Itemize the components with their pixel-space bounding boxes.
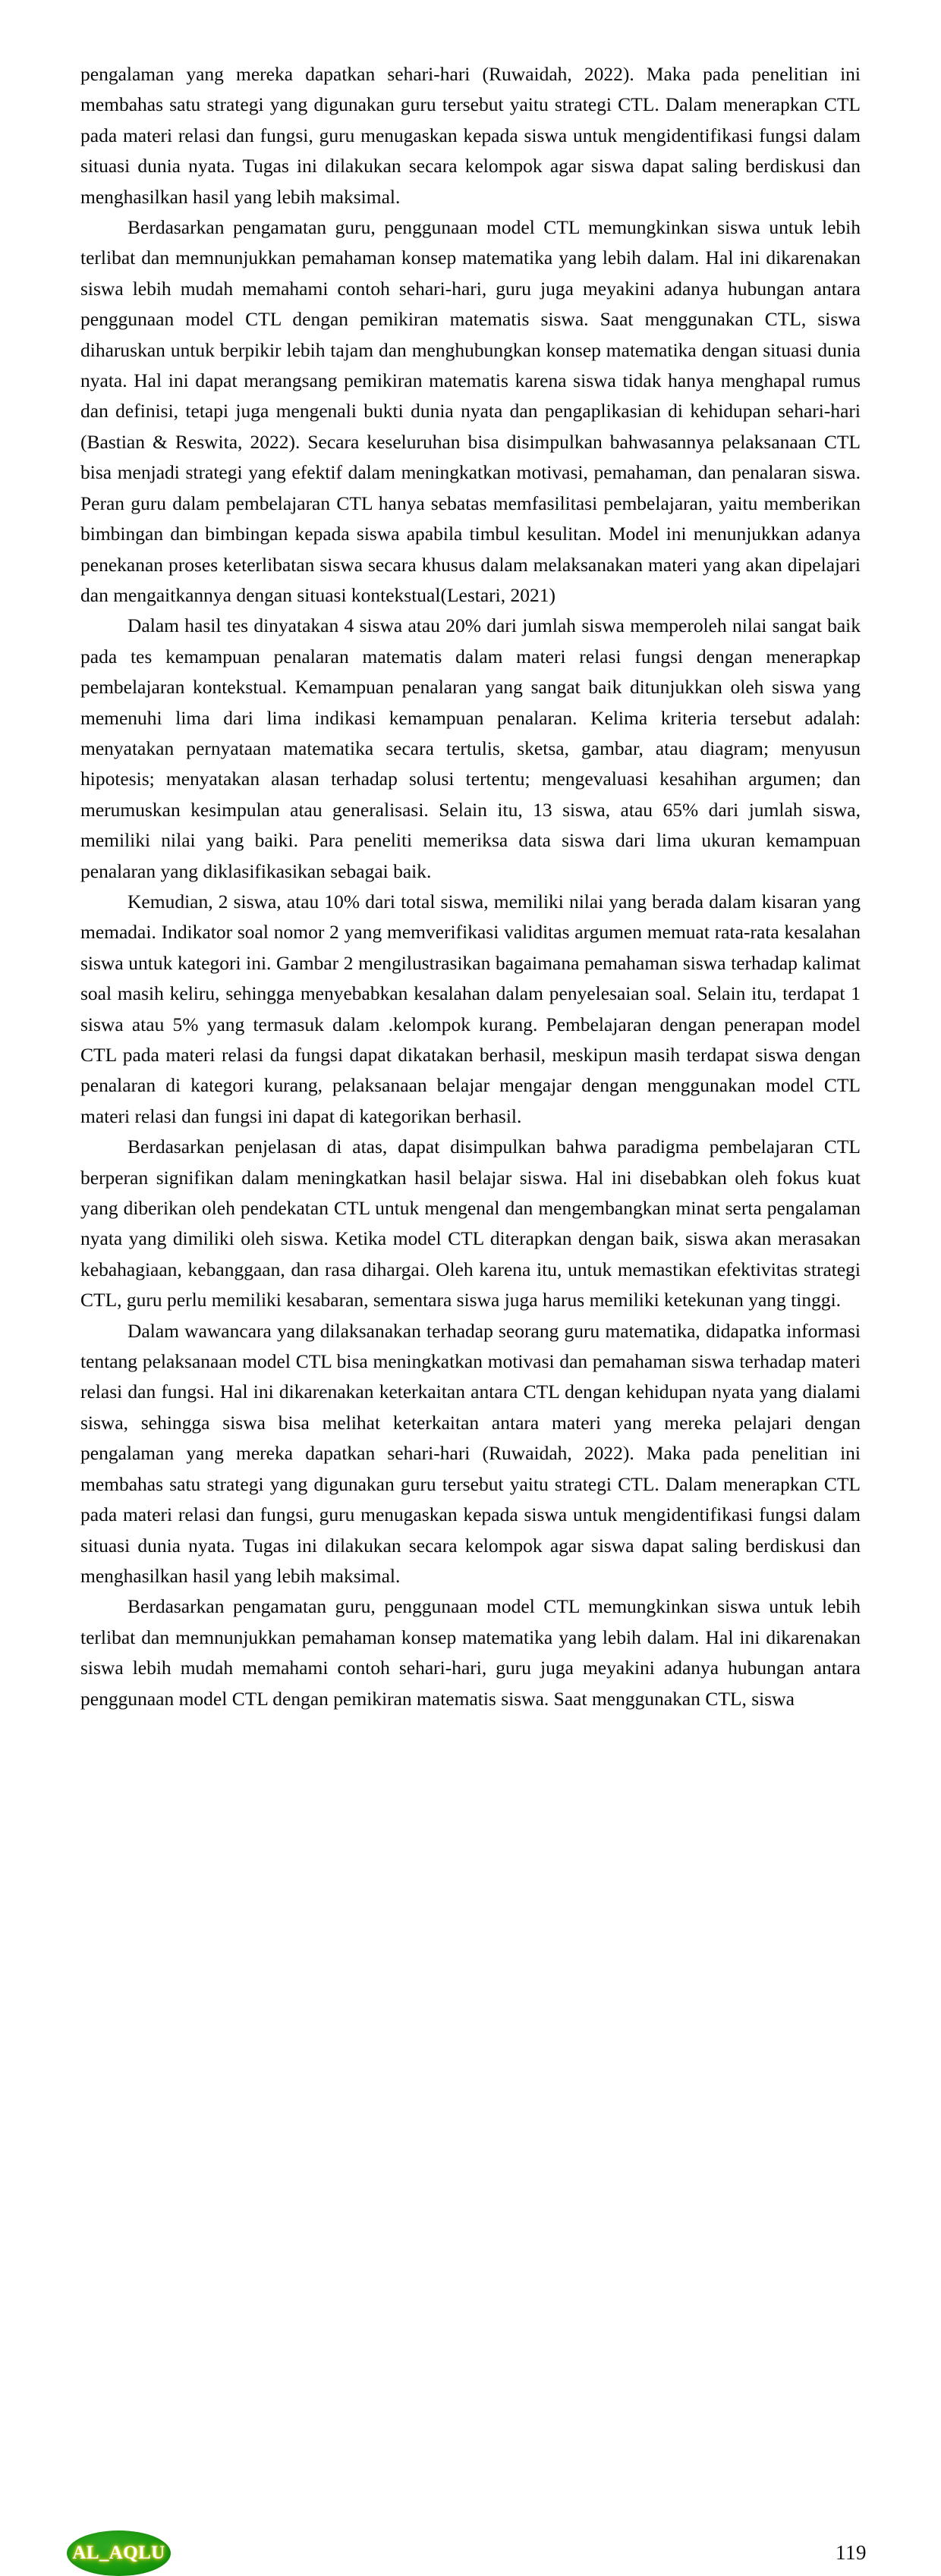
paragraph-6: Dalam wawancara yang dilaksanakan terhadap seorang guru matematika, didapatka informasi tentang pelaksanaan model CTL bisa meningkatkan motivasi dan pemahaman siswa terhadap materi relasi dan fungsi. Hal ini dikarenakan keterkaitan antara CTL dengan kehidupan nyata yang dialami siswa, sehingga siswa bisa melihat keterkaitan antara materi yang mereka pelajari dengan pengalaman yang mereka dapatkan sehari-hari (Ruwaidah, 2022). Maka pada penelitian ini membahas satu strategi yang digunakan guru tersebut yaitu strategi CTL. Dalam menerapkan CTL pada materi relasi dan fungsi, guru menugaskan kepada siswa untuk mengidentifikasi fungsi dalam situasi dunia nyata. Tugas ini dilakukan secara kelompok agar siswa dapat saling berdiskusi dan menghasilkan hasil yang lebih maksimal. [80, 1319, 861, 1587]
paragraph-2: Berdasarkan pengamatan guru, penggunaan model CTL memungkinkan siswa untuk lebih terlibat dan memnunjukkan pemahaman konsep matematika yang lebih dalam. Hal ini dikarenakan siswa lebih mudah memahami contoh sehari-hari, guru juga meyakini adanya hubungan antara penggunaan model CTL dengan pemikiran matematis siswa. Saat menggunakan CTL, siswa diharuskan untuk berpikir lebih tajam dan menghubungkan konsep matematika dengan situasi dunia nyata. Hal ini dapat merangsang pemikiran matematis karena siswa tidak hanya menghapal rumus dan definisi, tetapi juga mengenali bukti dunia nyata dan pengaplikasian di kehidupan sehari-hari (Bastian & Reswita, 2022). Secara keseluruhan bisa disimpulkan bahwasannya pelaksanaan CTL bisa menjadi strategi yang efektif dalam meningkatkan motivasi, pemahaman, dan penalaran siswa. Peran guru dalam pembelajaran CTL hanya sebatas memfasilitasi pembelajaran, yaitu memberikan bimbingan dan bimbingan kepada siswa apabila timbul kesulitan. Model ini menunjukkan adanya penekanan proses keterlibatan siswa secara khusus dalam melaksanakan materi yang akan dipelajari dan mengaitkannya dengan situasi kontekstual(Lestari, 2021) [80, 216, 861, 606]
journal-logo-label: AL_AQLU [72, 2543, 165, 2563]
page-number: 119 [836, 2541, 867, 2564]
paragraph-4: Kemudian, 2 siswa, atau 10% dari total siswa, memiliki nilai yang berada dalam kisaran yang memadai. Indikator soal nomor 2 yang memverifikasi validitas argumen memuat rata-rata kesalahan siswa untuk kategori ini. Gambar 2 mengilustrasikan bagaimana pemahaman siswa terhadap kalimat soal masih keliru, sehingga menyebabkan kesalahan dalam penyelesaian soal. Selain itu, terdapat 1 siswa atau 5% yang termasuk dalam .kelompok kurang. Pembelajaran dengan penerapan model CTL pada materi relasi da fungsi dapat dikatakan berhasil, meskipun masih terdapat siswa dengan penalaran di kategori kurang, pelaksanaan belajar mengajar dengan menggunakan model CTL materi relasi dan fungsi ini dapat di kategorikan berhasil. [80, 890, 861, 1127]
paragraph-5: Berdasarkan penjelasan di atas, dapat disimpulkan bahwa paradigma pembelajaran CTL berperan signifikan dalam meningkatkan hasil belajar siswa. Hal ini disebabkan oleh fokus kuat yang diberikan oleh pendekatan CTL untuk mengenal dan mengembangkan minat serta pengalaman nyata yang dimiliki oleh siswa. Ketika model CTL diterapkan dengan baik, siswa akan merasakan kebahagiaan, kebanggaan, dan rasa dihargai. Oleh karena itu, untuk memastikan efektivitas strategi CTL, guru perlu memiliki kesabaran, sementara siswa juga harus memiliki ketekunan yang tinggi. [80, 1136, 861, 1312]
paragraph-7: Berdasarkan pengamatan guru, penggunaan model CTL memungkinkan siswa untuk lebih terlibat dan memnunjukkan pemahaman konsep matematika yang lebih dalam. Hal ini dikarenakan siswa lebih mudah memahami contoh sehari-hari, guru juga meyakini adanya hubungan antara penggunaan model CTL dengan pemikiran matematis siswa. Saat menggunakan CTL, siswa [80, 1595, 861, 1710]
paragraph-3: Dalam hasil tes dinyatakan 4 siswa atau 20% dari jumlah siswa memperoleh nilai sangat baik pada tes kemampuan penalaran matematis dalam materi relasi fungsi dengan menerapkap pembelajaran kontekstual. Kemampuan penalaran yang sangat baik ditunjukkan oleh siswa yang memenuhi lima dari lima indikasi kemampuan penalaran. Kelima kriteria tersebut adalah: menyatakan pernyataan matematika secara tertulis, sketsa, gambar, atau diagram; menyusun hipotesis; menyatakan alasan terhadap solusi tertentu; mengevaluasi kesahihan argumen; dan merumuskan kesimpulan atau generalisasi. Selain itu, 13 siswa, atau 65% dari jumlah siswa, memiliki nilai yang baiki. Para peneliti memeriksa data siswa dari lima ukuran kemampuan penalaran yang diklasifikasikan sebagai baik. [80, 614, 861, 882]
paragraph-1: pengalaman yang mereka dapatkan sehari-hari (Ruwaidah, 2022). Maka pada penelitian ini membahas satu strategi yang digunakan guru tersebut yaitu strategi CTL. Dalam menerapkan CTL pada materi relasi dan fungsi, guru menugaskan kepada siswa untuk mengidentifikasi fungsi dalam situasi dunia nyata. Tugas ini dilakukan secara kelompok agar siswa dapat saling berdiskusi dan menghasilkan hasil yang lebih maksimal. [80, 63, 861, 208]
journal-logo [67, 2530, 171, 2576]
page-body-text [80, 59, 861, 1714]
